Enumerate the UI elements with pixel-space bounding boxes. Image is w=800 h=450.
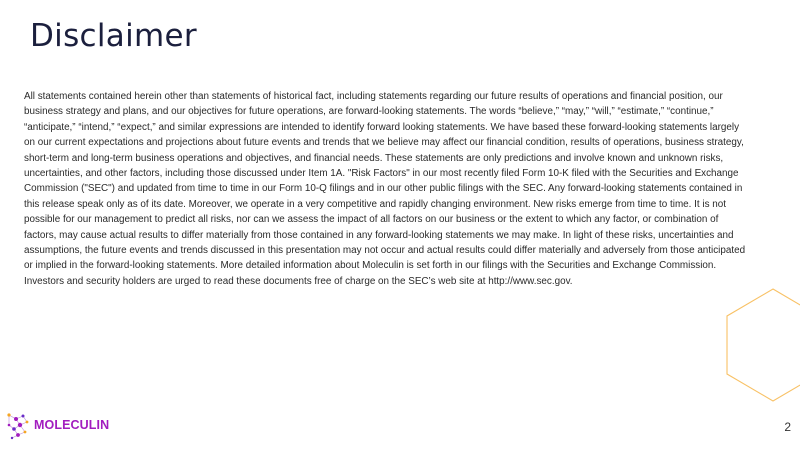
company-logo	[6, 409, 109, 441]
page-number: 2	[784, 420, 791, 434]
hexagon-outline-icon	[725, 285, 800, 405]
logo-text: MOLECULIN	[34, 418, 110, 432]
slide-title: Disclaimer	[30, 18, 197, 54]
molecule-network-icon	[6, 409, 36, 441]
disclaimer-text: All statements contained herein other than statements of historical fact, including statements regarding our future results of operations and financial position, our business strategy and plans, and our objectives for future operations, are forward-looking statements. The words “believe,” “may,” “will,” “estimate,” “continue,” “anticipate,” “intend,” “expect,” and similar expressions are intended to identify forward looking statements. We have based these forward-looking statements largely on our current expectations and projections about future events and trends that we believe may affect our financial condition, results of operations, business strategy, short-term and long-term business operations and objectives, and financial needs. These statements are only predictions and involve known and unknown risks, uncertainties, and other factors, including those discussed under Item 1A. "Risk Factors" in our most recently filed Form 10-K filed with the Securities and Exchange Commission ("SEC") and updated from time to time in our Form 10-Q filings and in our other public filings with the SEC. Any forward-looking statements contained in this release speak only as of its date. Moreover, we operate in a very competitive and rapidly changing environment. New risks emerge from time to time. It is not possible for our management to predict all risks, nor can we assess the impact of all factors on our business or the extent to which any factor, or combination of factors, may cause actual results to differ materially from those contained in any forward-looking statements we may make. In light of these risks, uncertainties and assumptions, the future events and trends discussed in this presentation may not occur and actual results could differ materially and adversely from those anticipated or implied in the forward-looking statements. More detailed information about Moleculin is set forth in our filings with the Securities and Exchange Commission. Investors and security holders are urged to read these documents free of charge on the SEC’s web site at http://www.sec.gov.	[24, 91, 746, 287]
